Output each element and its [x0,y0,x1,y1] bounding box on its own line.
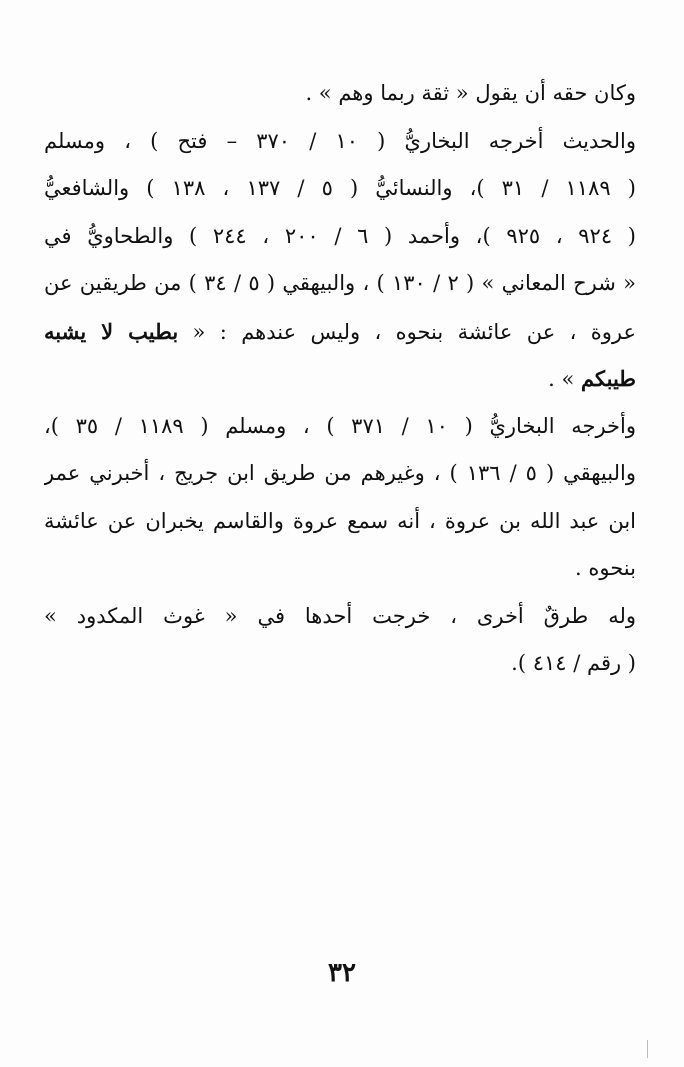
text-line [44,213,636,261]
line-text: « شرح المعاني » ( ٢ / ١٣٠ ) ، والبيهقي ( ٥ / ٣٤ ) من طريقين عن [44,271,636,295]
line-text: عروة ، عن عائشة بنحوه ، وليس عندهم : « [178,319,636,344]
scan-margin-mark [647,1040,648,1058]
emphasized-text: بطيب لا يشبه [44,318,179,344]
line-text: ( رقم / ٤١٤ ). [511,651,636,675]
text-line [44,70,636,118]
text-line [44,260,636,308]
page-body-text [44,70,636,688]
line-text: والبيهقي ( ٥ / ١٣٦ ) ، وغيرهم من طريق ابن جريج ، أخبرني عمر [44,461,636,485]
line-text: ابن عبد الله بن عروة ، أنه سمع عروة والقاسم يخبران عن عائشة [44,508,636,533]
text-line [44,308,636,356]
emphasized-text: طيبكم [581,366,636,391]
line-text: ( ٩٢٤ ، ٩٢٥ )، وأحمد ( ٦ / ٢٠٠ ، ٢٤٤ ) والطحاويُّ في [44,223,636,248]
text-line [44,118,636,166]
text-line [44,165,636,213]
page-number: ٣٢ [328,958,356,988]
line-text: ( ١١٨٩ / ٣١ )، والنسائيُّ ( ٥ / ١٣٧ ، ١٣٨ ) والشافعيُّ [44,176,636,200]
text-line [44,355,636,403]
line-text: وأخرجه البخاريُّ ( ١٠ / ٣٧١ ) ، ومسلم ( ١١٨٩ / ٣٥ )، [44,413,636,438]
line-text: وله طرقٌ أخرى ، خرجت أحدها في « غوث المكدود » [44,603,636,628]
text-line [44,593,636,641]
line-text: والحديث أخرجه البخاريُّ ( ١٠ / ٣٧٠ – فتح ) ، ومسلم [44,128,636,153]
text-line [44,498,636,546]
text-line [44,450,636,498]
text-line [44,640,636,688]
text-line [44,545,636,593]
line-text-tail: » . [548,367,582,391]
line-text: بنحوه . [575,556,636,580]
text-line [44,403,636,451]
line-text: وكان حقه أن يقول « ثقة ربما وهم » . [305,81,636,105]
